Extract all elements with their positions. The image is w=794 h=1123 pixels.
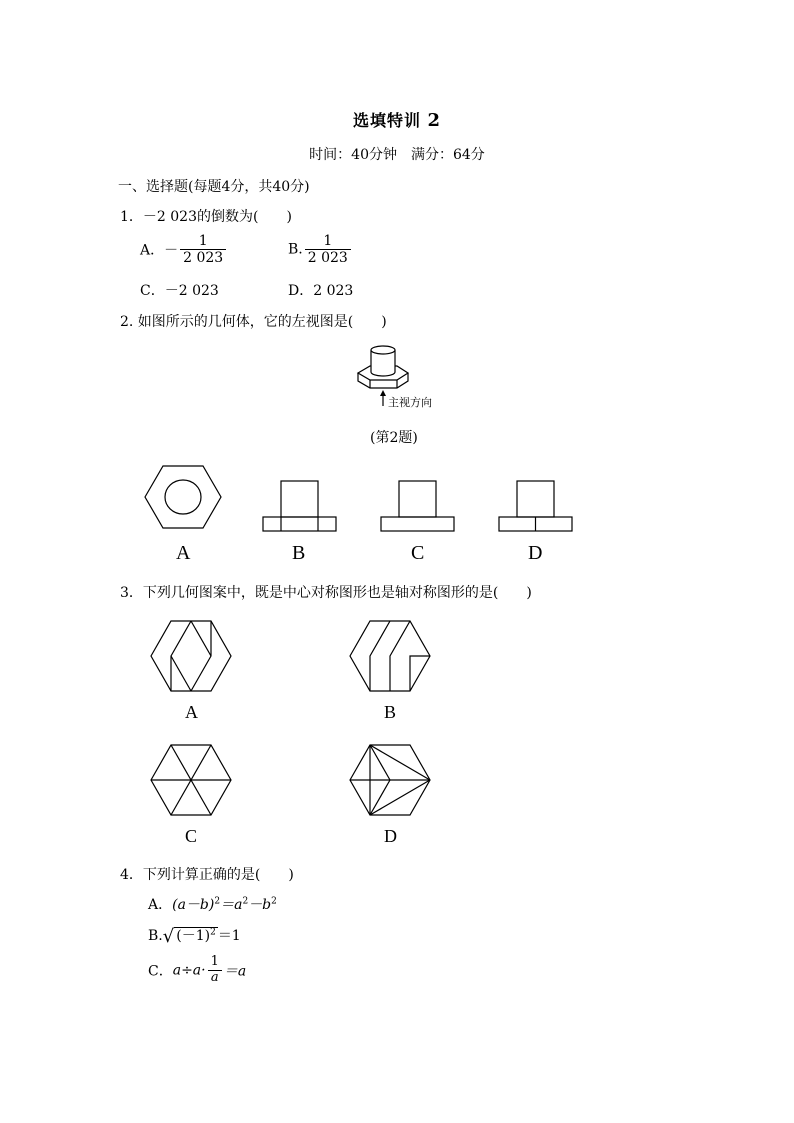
q1-b-fraction: [305, 233, 351, 266]
q3-option-a-figure: [150, 620, 234, 694]
q3-option-c-label: C: [185, 826, 198, 846]
q2-option-d-label: D: [528, 542, 543, 564]
q3-option-d-figure: [349, 744, 433, 818]
sqrt-sign-icon: √: [162, 926, 175, 947]
q4-a-mid: －b: [248, 897, 272, 913]
q4-b-label: B.: [148, 928, 163, 944]
q4-option-b: [148, 925, 241, 947]
q1-b-label: B.: [288, 241, 303, 258]
q2-option-a-figure: [144, 465, 224, 535]
section-heading: 一、选择题(每题4分，共40分): [118, 179, 310, 195]
q1-b-denominator: 2 023: [307, 250, 348, 267]
q1-a-numerator: 1: [180, 233, 226, 250]
q2-caption: (第2题): [370, 430, 418, 446]
q4-c-fraction: [208, 955, 222, 986]
q3-option-a-label: A: [185, 702, 198, 722]
q4-a-exp1: 2: [214, 896, 221, 907]
q4-a-exp2: 2: [242, 896, 249, 907]
title-text: 选填特训: [352, 111, 421, 130]
q4-a-eq: ＝a: [220, 897, 243, 913]
q4-c-rhs: ＝a: [223, 963, 247, 980]
q1-option-b: [288, 233, 353, 266]
q1-option-a: [140, 233, 228, 266]
q3-stem: 3．下列几何图案中，既是中心对称图形也是轴对称图形的是( ): [120, 585, 532, 601]
q1-a-fraction: [180, 233, 226, 266]
q4-a-exp3: 2: [271, 896, 277, 907]
q2-option-c-figure: [380, 480, 456, 534]
q2-option-b-label: B: [292, 542, 306, 564]
q4-c-pre: a÷a·: [172, 962, 206, 979]
q4-option-c: [148, 955, 246, 986]
q1-stem: 1．－2 023的倒数为( ): [120, 209, 292, 225]
title-number: 2: [427, 110, 442, 131]
q4-a-label: A．: [148, 897, 173, 913]
q4-b-radicand-box: [174, 927, 218, 944]
q2-stem: 2. 如图所示的几何体，它的左视图是( ): [120, 314, 387, 330]
q4-option-a: [148, 894, 277, 914]
q4-c-denominator: a: [210, 969, 219, 985]
q1-b-numerator: 1: [305, 233, 351, 250]
q1-a-denominator: 2 023: [183, 250, 224, 267]
q2-option-c-label: C: [411, 542, 425, 564]
q2-option-a-label: A: [176, 542, 191, 564]
q2-option-d-figure: [498, 480, 574, 534]
q3-option-d-label: D: [384, 826, 397, 846]
q4-c-numerator: 1: [208, 955, 222, 971]
q3-option-b-figure: [349, 620, 433, 694]
q4-a-lhs: (a－b): [172, 897, 215, 913]
time-score-info: 时间：40分钟 满分：64分: [309, 147, 485, 163]
q2-direction-label: 主视方向: [388, 396, 432, 409]
q2-option-b-figure: [262, 480, 338, 534]
q4-b-radicand: (－1): [176, 928, 211, 944]
q4-b-exp: 2: [210, 927, 216, 938]
q3-option-c-figure: [150, 744, 234, 818]
q4-stem: 4．下列计算正确的是( ): [120, 867, 294, 883]
q4-b-rhs: ＝1: [217, 928, 241, 944]
page-title: [0, 108, 794, 131]
q3-option-b-label: B: [384, 702, 397, 722]
q1-option-d: D．2 023: [288, 283, 354, 299]
q4-c-label: C．: [148, 963, 173, 980]
q1-option-c: C．－2 023: [140, 283, 219, 299]
q1-a-label: A．－: [140, 242, 179, 259]
